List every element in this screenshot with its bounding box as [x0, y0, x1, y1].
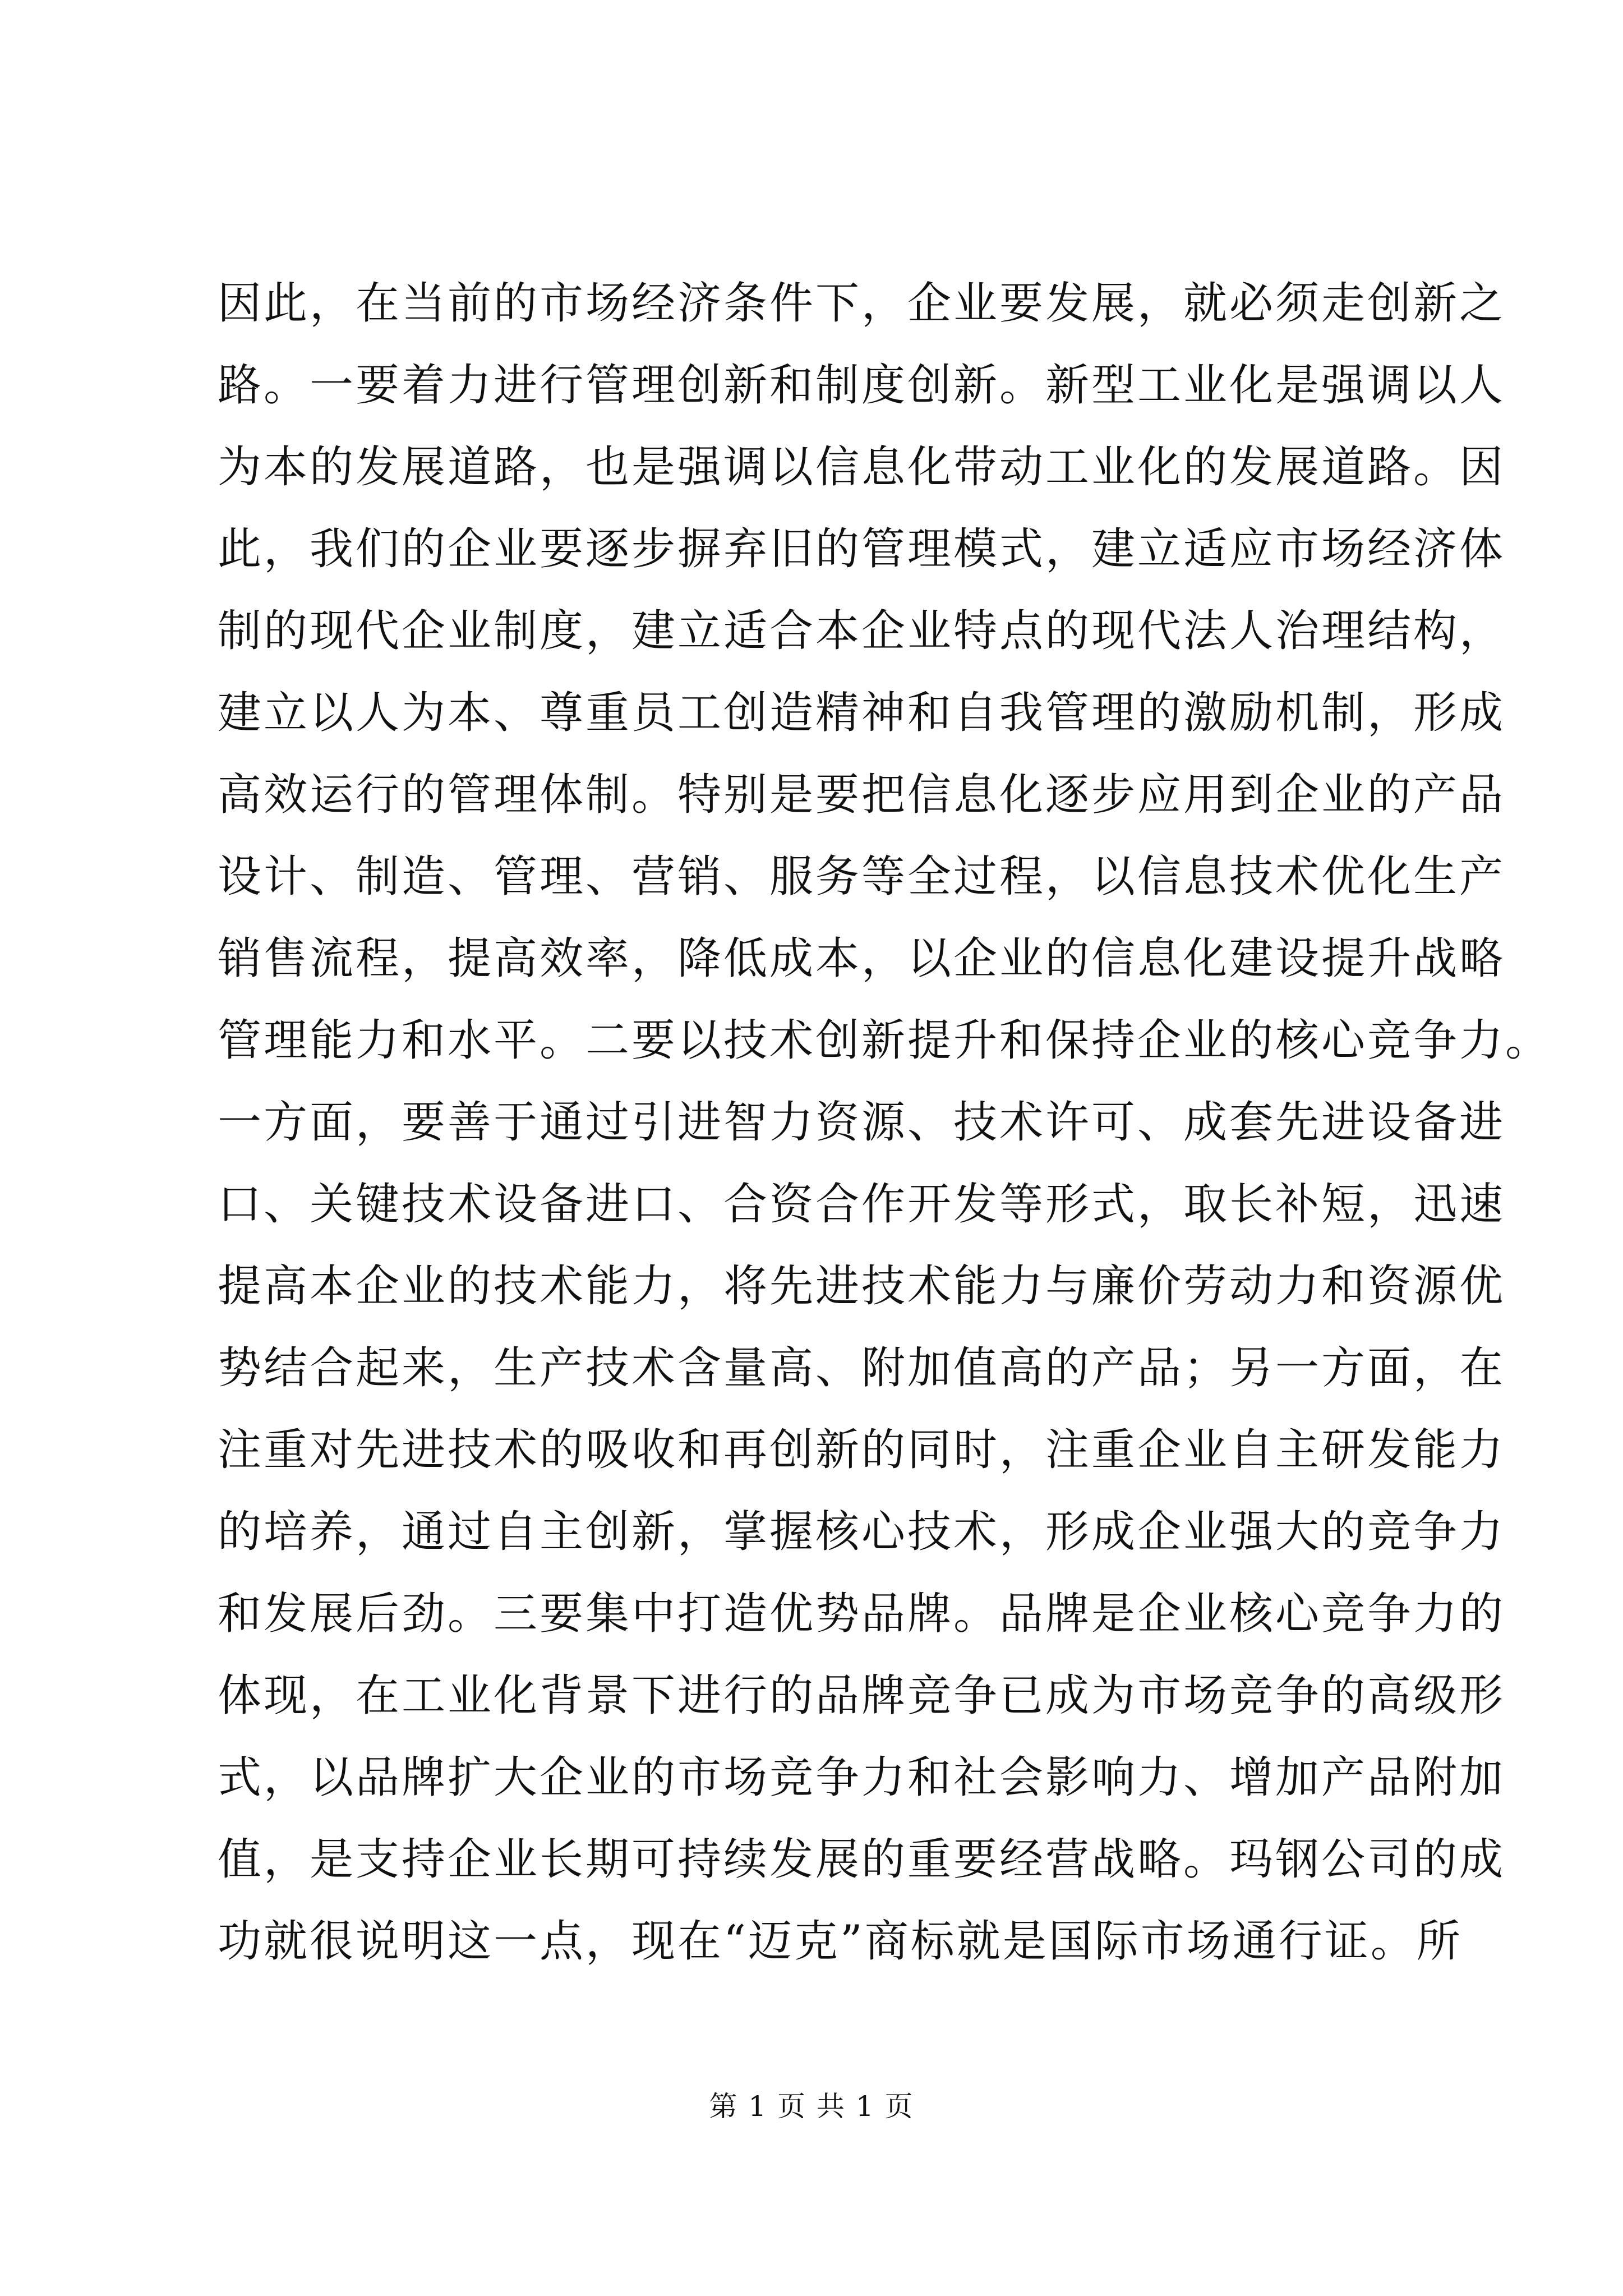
text-line: 因此，在当前的市场经济条件下，企业要发展，就必须走创新之 [218, 278, 1506, 329]
text-line: 路。一要着力进行管理创新和制度创新。新型工业化是强调以人 [218, 360, 1506, 411]
page-number-label: 第 1 页 共 1 页 [709, 2090, 914, 2123]
text-line: 管理能力和水平。二要以技术创新提升和保持企业的核心竞争力。 [218, 1015, 1552, 1066]
text-line: 势结合起来，生产技术含量高、附加值高的产品；另一方面，在 [218, 1343, 1506, 1393]
text-line: 建立以人为本、尊重员工创造精神和自我管理的激励机制，形成 [218, 688, 1506, 738]
text-line: 口、关键技术设备进口、合资合作开发等形式，取长补短，迅速 [218, 1179, 1506, 1230]
text-line: 注重对先进技术的吸收和再创新的同时，注重企业自主研发能力 [218, 1425, 1506, 1475]
text-line: 和发展后劲。三要集中打造优势品牌。品牌是企业核心竞争力的 [218, 1589, 1506, 1639]
body-paragraph [218, 263, 1552, 1982]
text-line: 销售流程，提高效率，降低成本，以企业的信息化建设提升战略 [218, 933, 1506, 984]
text-line: 高效运行的管理体制。特别是要把信息化逐步应用到企业的产品 [218, 770, 1506, 820]
text-line: 的培养，通过自主创新，掌握核心技术，形成企业强大的竞争力 [218, 1507, 1506, 1557]
page-footer [0, 2087, 1623, 2126]
text-line: 体现，在工业化背景下进行的品牌竞争已成为市场竞争的高级形 [218, 1671, 1506, 1721]
text-line: 制的现代企业制度，建立适合本企业特点的现代法人治理结构， [218, 606, 1506, 656]
text-line: 式，以品牌扩大企业的市场竞争力和社会影响力、增加产品附加 [218, 1752, 1506, 1803]
text-line: 功就很说明这一点，现在“迈克”商标就是国际市场通行证。所 [218, 1916, 1463, 1967]
text-line: 为本的发展道路，也是强调以信息化带动工业化的发展道路。因 [218, 442, 1506, 493]
text-line: 此，我们的企业要逐步摒弃旧的管理模式，建立适应市场经济体 [218, 524, 1506, 574]
text-line: 设计、制造、管理、营销、服务等全过程，以信息技术优化生产 [218, 852, 1506, 902]
text-line: 值，是支持企业长期可持续发展的重要经营战略。玛钢公司的成 [218, 1834, 1506, 1885]
text-line: 一方面，要善于通过引进智力资源、技术许可、成套先进设备进 [218, 1097, 1506, 1148]
text-line: 提高本企业的技术能力，将先进技术能力与廉价劳动力和资源优 [218, 1261, 1506, 1312]
